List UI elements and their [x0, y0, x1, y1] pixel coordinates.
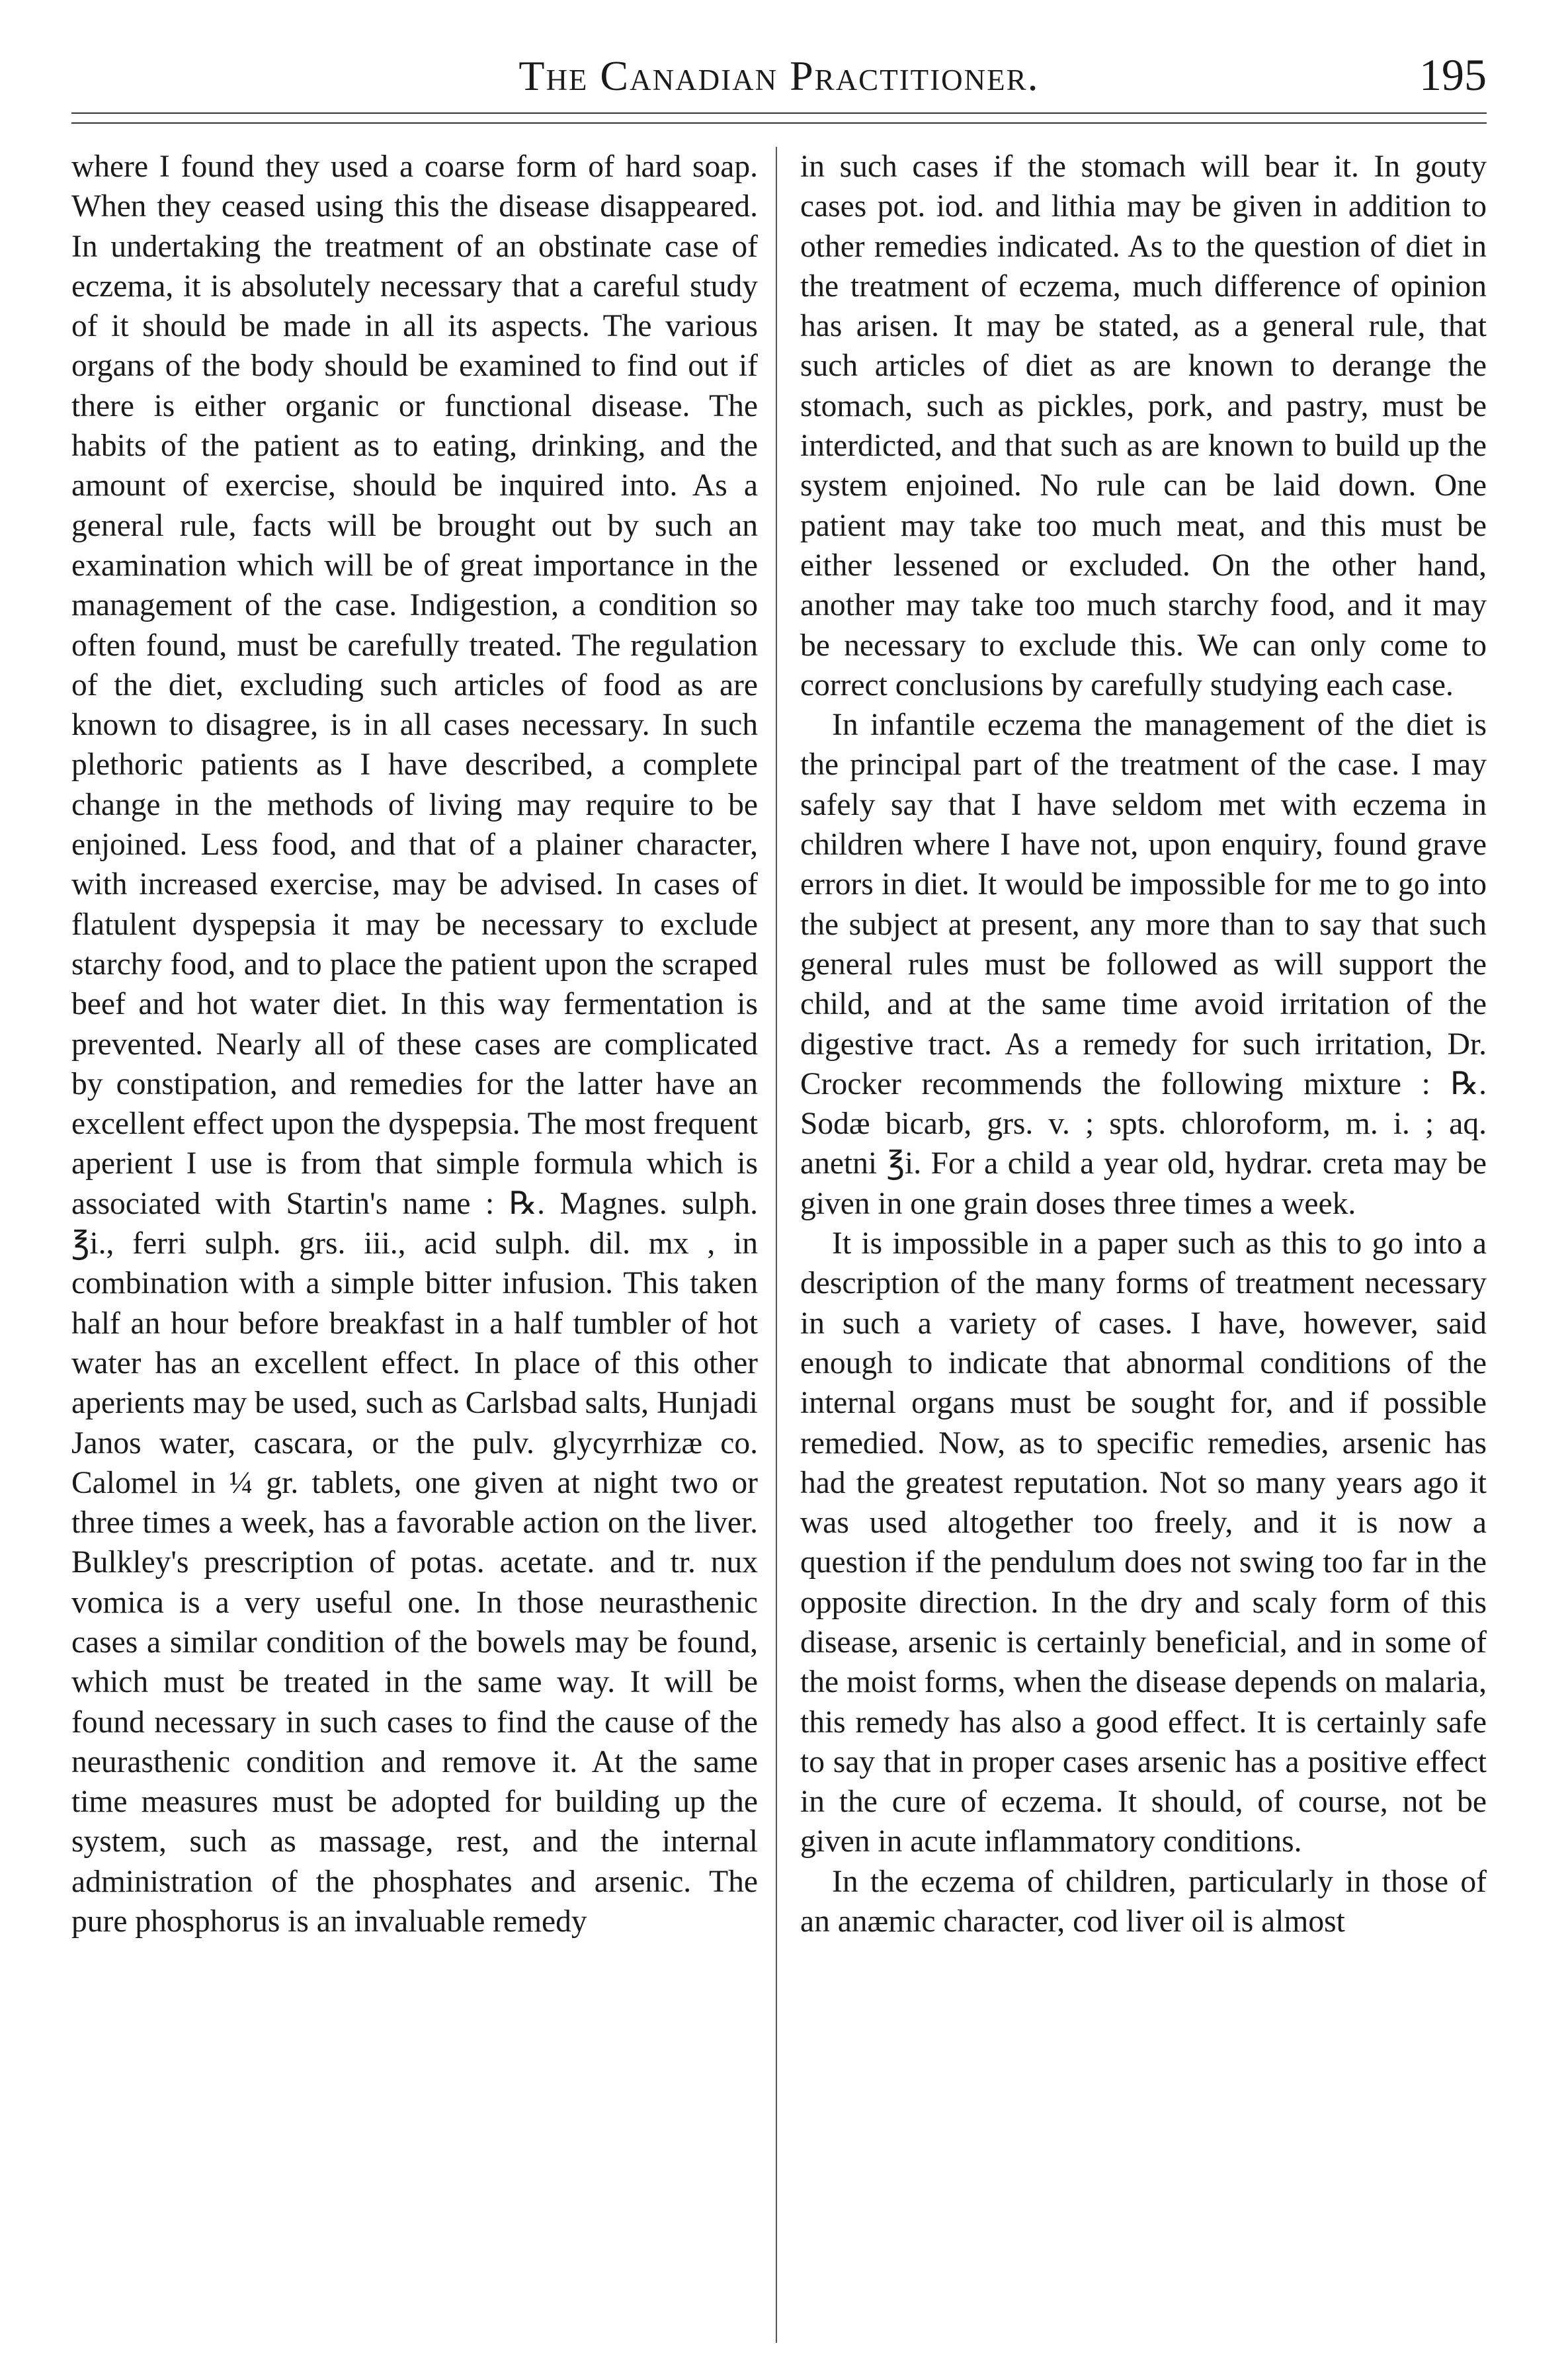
page-header — [71, 46, 1487, 112]
left-column — [71, 147, 758, 1941]
right-paragraph-3: It is impossible in a paper such as this to go into a description of the many forms of treatment necessary in such a variety of cases. I have, however, said enough to indicate that abnormal conditions of the internal organs must be sought for, and if possible remedied. Now, as to specific remedies, arsenic has had the greatest reputation. Not so many years ago it was used altogether too freely, and it is now a question if the pendulum does not swing too far in the opposite direction. In the dry and scaly form of this disease, arsenic is certainly beneficial, and in some of the moist forms, when the disease depends on malaria, this remedy has also a good effect. It is certainly safe to say that in proper cases arsenic has a positive effect in the cure of eczema. It should, of course, not be given in acute inflammatory conditions. — [800, 1226, 1487, 1859]
column-divider — [776, 147, 777, 2343]
right-paragraph-1: in such cases if the stomach will bear it. In gouty cases pot. iod. and lithia may be given in addition to other remedies indicated. As to the question of diet in the treatment of eczema, much difference of opinion has arisen. It may be stated, as a general rule, that such articles of diet as are known to derange the stomach, such as pickles, pork, and pastry, must be interdicted, and that such as are known to build up the system enjoined. No rule can be laid down. One patient may take too much meat, and this must be either lessened or excluded. On the other hand, another may take too much starchy food, and it may be necessary to exclude this. We can only come to correct conclusions by carefully studying each case. — [800, 149, 1487, 702]
running-title: The Canadian Practitioner. — [518, 52, 1040, 99]
right-paragraph-2: In infantile eczema the management of the diet is the principal part of the treatment of the case. I may safely say that I have seldom met with eczema in children where I have not, upon enquiry, found grave errors in diet. It would be impossible for me to go into the subject at present, any more than to say that such general rules must be followed as will support the child, and at the same time avoid irritation of the digestive tract. As a remedy for such irritation, Dr. Crocker recommends the following mixture : ℞. Sodæ bicarb, grs. v. ; spts. chloroform, m. i. ; aq. anetni ℥i. For a child a year old, hydrar. creta may be given in one grain doses three times a week. — [800, 708, 1487, 1221]
page-number: 195 — [1419, 50, 1487, 100]
header-rule-bottom — [71, 122, 1487, 124]
right-paragraph-4: In the eczema of children, particularly in those of an anæmic character, cod liver oil is almost — [800, 1864, 1487, 1939]
left-paragraph-1: where I found they used a coarse form of hard soap. When they ceased using this the disease disappeared. In undertaking the treatment of an obstinate case of eczema, it is absolutely necessary that a careful study of it should be made in all its aspects. The various organs of the body should be examined to find out if there is either organic or functional disease. The habits of the patient as to eating, drinking, and the amount of exercise, should be inquired into. As a general rule, facts will be brought out by such an examination which will be of great importance in the management of the case. Indigestion, a condition so often found, must be carefully treated. The regulation of the diet, excluding such articles of food as are known to disagree, is in all cases necessary. In such plethoric patients as I have described, a complete change in the methods of living may require to be enjoined. Less food, and that of a plainer character, with increased exercise, may be advised. In cases of flatulent dyspepsia it may be necessary to exclude starchy food, and to place the patient upon the scraped beef and hot water diet. In this way fermentation is prevented. Nearly all of these cases are complicated by constipation, and remedies for the latter have an excellent effect upon the dyspepsia. The most frequent aperient I use is from that simple formula which is associated with Startin's name : ℞. Magnes. sulph. ℥i., ferri sulph. grs. iii., acid sulph. dil. mx , in combination with a simple bitter infusion. This taken half an hour before breakfast in a half tumbler of hot water has an excellent effect. In place of this other aperients may be used, such as Carlsbad salts, Hunjadi Janos water, cascara, or the pulv. glycyrrhizæ co. Calomel in ¼ gr. tablets, one given at night two or three times a week, has a favorable action on the liver. Bulkley's prescription of potas. acetate. and tr. nux vomica is a very useful one. In those neurasthenic cases a similar condition of the bowels may be found, which must be treated in the same way. It will be found necessary in such cases to find the cause of the neurasthenic condition and remove it. At the same time measures must be adopted for building up the system, such as massage, rest, and the internal administration of the phosphates and arsenic. The pure phosphorus is an invaluable remedy — [71, 149, 758, 1939]
header-rule-top — [71, 112, 1487, 114]
right-column — [800, 147, 1487, 1941]
